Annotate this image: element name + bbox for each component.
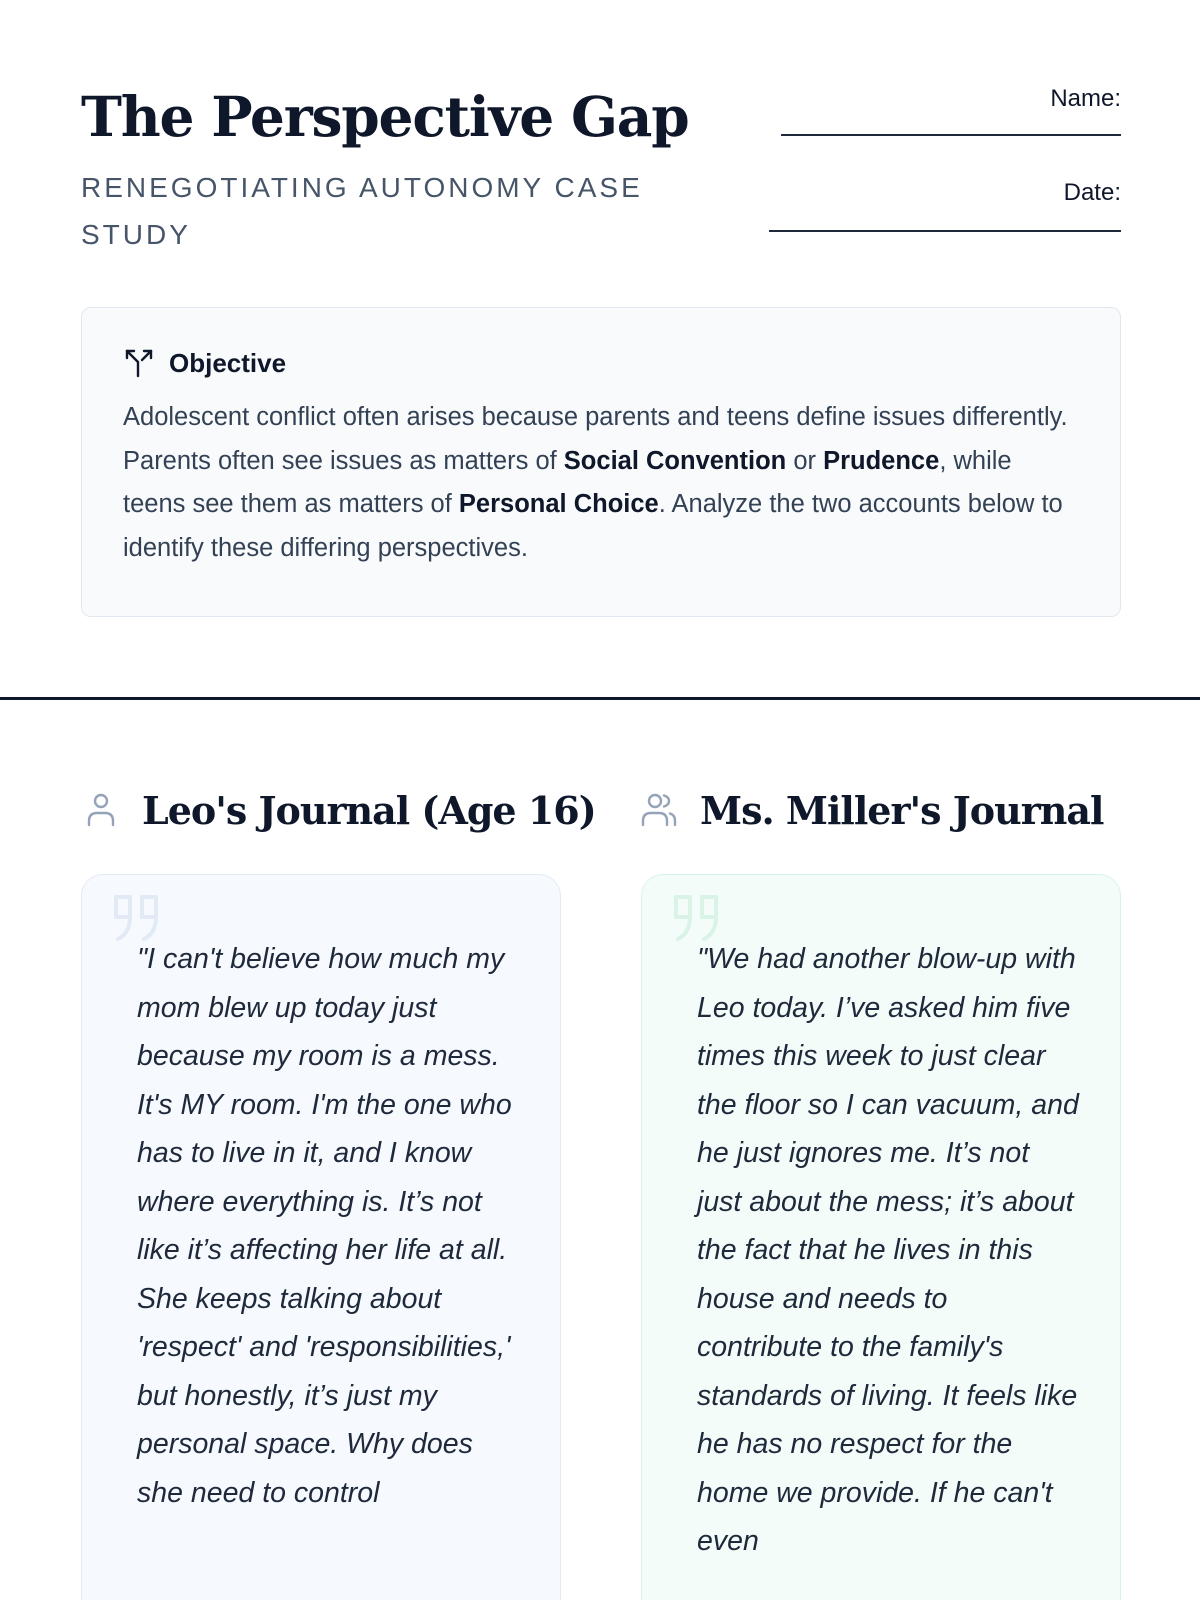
leo-journal-text: "I can't believe how much my mom blew up today just because my room is a mess. It's MY room. I'm the one who has to live in it, and I know where everything is. It’s not like it’s affecting her life at all. She keeps talking about 'respect' and 'responsibilities,' but honestly, it’s just my personal space. Why does she need to control <box>137 943 512 1509</box>
objective-box <box>81 307 1121 617</box>
objective-text-part: or <box>786 446 824 475</box>
miller-journal-card <box>641 874 1121 1600</box>
name-line[interactable] <box>781 134 1121 136</box>
objective-text-part: , while teens see them as matters of <box>123 446 1012 518</box>
date-label: Date: <box>1063 179 1121 206</box>
split-arrow-icon <box>123 347 155 379</box>
objective-text-part: Adolescent conflict often arises because parents and teens define issues differently. Parents often see issues as matters of <box>123 403 1068 475</box>
objective-title: Objective <box>169 347 287 378</box>
miller-journal-title: Ms. Miller's Journal <box>700 787 1104 833</box>
worksheet-header <box>81 82 1121 262</box>
leo-journal-heading <box>82 782 596 838</box>
miller-journal-text: "We had another blow-up with Leo today. I’ve asked him five times this week to just clear the floor so I can vacuum, and he just ignores me. It’s not just about the mess; it’s about the fact that he lives in this house and needs to contribute to the family's standards of living. It feels like he has no respect for the home we provide. If he can't even <box>697 943 1079 1557</box>
people-icon <box>640 791 678 829</box>
name-field[interactable] <box>781 84 1121 136</box>
objective-text <box>123 396 1080 570</box>
section-divider <box>0 697 1200 700</box>
name-label: Name: <box>1050 85 1121 112</box>
leo-journal-title: Leo's Journal (Age 16) <box>142 787 596 833</box>
page-subtitle: RENEGOTIATING AUTONOMY CASE STUDY <box>81 172 643 250</box>
date-field[interactable] <box>769 178 1121 232</box>
objective-term-prudence: Prudence <box>823 446 940 475</box>
miller-journal-heading <box>640 782 1103 838</box>
person-icon <box>82 791 120 829</box>
objective-heading <box>123 348 1080 378</box>
objective-text-part: . Analyze the two accounts below to identify these differing perspectives. <box>123 490 1063 562</box>
leo-journal-card <box>81 874 561 1600</box>
objective-term-social-convention: Social Convention <box>563 446 787 475</box>
page-title: The Perspective Gap <box>81 84 689 149</box>
objective-term-personal-choice: Personal Choice <box>458 490 659 518</box>
date-line[interactable] <box>769 230 1121 232</box>
